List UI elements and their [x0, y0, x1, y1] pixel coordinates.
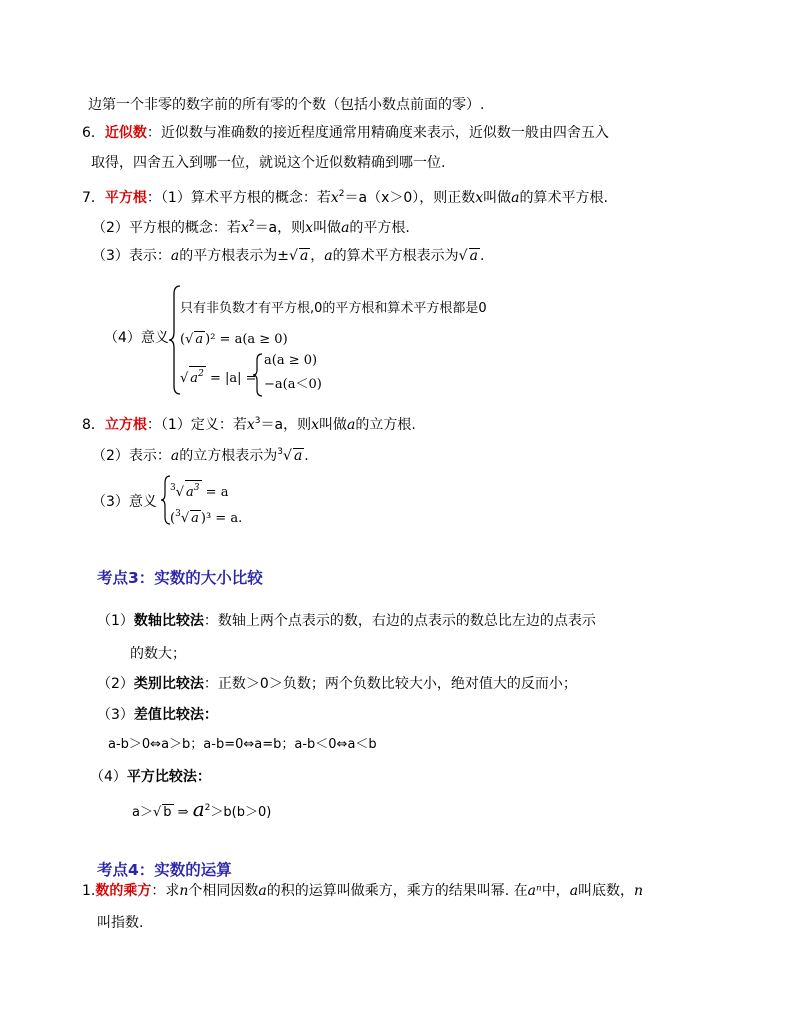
math-text: = |a| =: [209, 371, 257, 386]
section-heading-3: [97, 567, 263, 589]
definition-text: 的平方根.: [349, 220, 410, 236]
item-number: 8．: [82, 417, 105, 433]
definition-text: .: [479, 248, 485, 264]
math-sup: 2: [198, 369, 204, 379]
text-line: [92, 213, 410, 239]
math-var: a: [190, 371, 199, 386]
item-number: （3）: [97, 707, 134, 723]
math-sup: 3: [277, 447, 284, 457]
math-var: a: [192, 797, 205, 821]
compare-item-1: [97, 610, 596, 632]
math-var: x: [246, 417, 255, 433]
formula-line: a＞√ b ⇒ $a^2>b(b>0)$: [132, 797, 272, 821]
definition-text: ：正数＞0＞负数；两个负数比较大小，绝对值大的反而小；: [203, 676, 577, 692]
term-text: ：: [196, 769, 211, 785]
text-line: [97, 912, 143, 934]
label-text: （3）意义: [92, 494, 157, 510]
math-sup: 2: [248, 219, 255, 229]
definition-text: ：求: [151, 883, 180, 899]
radicand: a: [299, 248, 309, 264]
section-7: [82, 183, 608, 209]
math-var: x: [305, 220, 314, 236]
math-var: a: [346, 417, 356, 433]
definition-text: 的算术平方根.: [519, 190, 608, 206]
formula-text: a＞: [132, 805, 153, 820]
meaning-label: [104, 327, 169, 349]
definition-text: 的平方根表示为±: [179, 248, 290, 264]
math-text: )³ = a: [200, 511, 239, 526]
case-1: [264, 350, 317, 372]
math-var: a: [569, 883, 579, 899]
math-var: x: [311, 417, 319, 433]
meaning-row-2: (√ a )² = a(a ≥ 0): [180, 332, 288, 347]
math-var: x: [475, 190, 484, 206]
compare-item-3: [97, 704, 218, 726]
left-brace-icon: [252, 352, 264, 398]
section-8: [82, 410, 416, 436]
math-var: a: [511, 190, 520, 206]
cube-meaning-row-2: ($^3$√ a )³ = a.: [170, 509, 243, 526]
radicand: b: [163, 805, 172, 820]
math-text: = a: [205, 485, 229, 500]
term-cube-root: 立方根: [104, 417, 147, 433]
definition-text: ：数轴上两个点表示的数，右边的点表示的数总比左边的点表示: [203, 613, 596, 629]
math-sup: 3: [254, 416, 261, 426]
heading-text: 考点4：实数的运算: [97, 861, 232, 879]
math-sup: 2: [204, 803, 211, 813]
term-text: 差值比较法: [133, 707, 204, 723]
radicand: [189, 366, 206, 386]
item-number: 6．: [82, 125, 105, 141]
compare-item-4: [90, 766, 211, 788]
term-text: ：: [203, 707, 218, 723]
definition-text: 个相同因数: [188, 883, 259, 899]
section-6: [82, 122, 609, 144]
definition-text: 叫底数，: [578, 883, 635, 899]
math-var: x: [240, 220, 249, 236]
meaning-row-1: [180, 298, 487, 320]
math-text: )² = a(a ≥ 0): [205, 332, 288, 347]
definition-text: 的算术平方根表示为: [332, 248, 459, 264]
definition-text: ：近似数与准确数的接近程度通常用精确度来表示，近似数一般由四舍五入: [146, 125, 609, 141]
definition-text: （2）平方根的概念：若: [92, 220, 241, 236]
math-var: a: [186, 485, 194, 500]
definition-text: 的积的运算叫做乘方，乘方的结果叫幂. 在: [266, 883, 528, 899]
heading-text: 考点3：实数的大小比较: [97, 569, 263, 587]
math-text: (: [180, 332, 186, 347]
definition-text: ，: [310, 248, 325, 264]
math-var: aⁿ: [527, 883, 542, 899]
math-sup: 2: [338, 189, 345, 199]
definition-text: 取得，四舍五入到哪一位，就说这个近似数精确到哪一位.: [91, 155, 446, 171]
definition-text: .: [304, 448, 309, 464]
meaning-row-3: √ $a^2 = |a|$ =: [180, 366, 257, 390]
paragraph-text: 边第一个非零的数字前的所有零的个数（包括小数点前面的零）.: [88, 97, 485, 113]
math-sup: 3: [193, 483, 200, 493]
cube-meaning-row-1: $^3$√ $a^3 = a$: [170, 477, 228, 504]
math-text: a(a ≥ 0): [264, 353, 318, 368]
operation-item-1: [82, 880, 643, 902]
formula-text: ⇒: [173, 805, 193, 820]
meaning-label: [92, 491, 157, 513]
text-line: [130, 643, 186, 665]
definition-text: ＝a，则: [254, 220, 306, 236]
math-var: n: [634, 883, 644, 899]
radicand: a: [195, 332, 204, 347]
math-text: −a(a＜0): [264, 377, 322, 392]
math-var: a: [170, 448, 180, 464]
term-power: 数的乘方: [95, 883, 152, 899]
text-line: （3）表示：a的平方根表示为±√ a ，a的算术平方根表示为√ a .: [92, 248, 485, 264]
definition-text: 叫指数.: [97, 915, 144, 931]
definition-text: 叫做: [483, 190, 512, 206]
item-number: 7．: [82, 190, 105, 206]
term-text: 类别比较法: [133, 676, 204, 692]
math-var: n: [179, 883, 189, 899]
math-sup: 3: [170, 483, 176, 493]
math-sup: 3: [175, 509, 181, 519]
compare-item-2: [97, 673, 577, 695]
math-var: a: [258, 883, 267, 899]
item-number: （2）: [97, 676, 134, 692]
text-line: （2）表示：a的立方根表示为$^3$√ a .: [92, 447, 309, 464]
term-text: 数轴比较法: [133, 613, 204, 629]
definition-text: ＝a（x＞0），则正数: [344, 190, 476, 206]
formula-line: [108, 734, 377, 756]
definition-text: 的立方根.: [355, 417, 416, 433]
term-square-root: 平方根: [104, 190, 147, 206]
item-number: 1.: [82, 883, 96, 899]
definition-text: 的立方根表示为: [179, 448, 278, 464]
definition-text: 叫做: [318, 417, 347, 433]
math-text: 只有非负数才有平方根,0的平方根和算术平方根都是0: [180, 301, 487, 316]
text-line: [88, 94, 484, 116]
label-text: （4）意义: [104, 330, 169, 346]
item-number: （4）: [90, 769, 127, 785]
math-var: a: [341, 220, 350, 236]
term-approx-number: 近似数: [104, 125, 147, 141]
definition-text: （2）表示：: [92, 448, 171, 464]
radicand: a: [469, 248, 478, 264]
definition-text: 中，: [541, 883, 570, 899]
radicand: [185, 480, 202, 500]
math-text: .: [238, 511, 243, 526]
radicand: a: [191, 511, 199, 526]
section-heading-4: [97, 859, 232, 881]
definition-text: ：（1）定义：若: [146, 417, 247, 433]
math-var: a: [170, 248, 180, 264]
formula-text: a-b＞0⇔a＞b；a-b=0⇔a=b；a-b＜0⇔a＜b: [108, 737, 377, 752]
definition-text: ＝a，则: [260, 417, 312, 433]
math-var: x: [330, 190, 339, 206]
case-2: [264, 374, 322, 396]
definition-text: （3）表示：: [92, 248, 171, 264]
math-var: a: [324, 248, 333, 264]
item-number: （1）: [97, 613, 134, 629]
formula-text: ＞b(b＞0): [210, 805, 272, 820]
definition-text: ：（1）算术平方根的概念：若: [146, 190, 331, 206]
radicand: a: [293, 448, 303, 464]
term-text: 平方比较法: [126, 769, 197, 785]
definition-text: 的数大；: [130, 646, 186, 662]
definition-text: 叫做: [313, 220, 342, 236]
text-line: [91, 152, 445, 174]
